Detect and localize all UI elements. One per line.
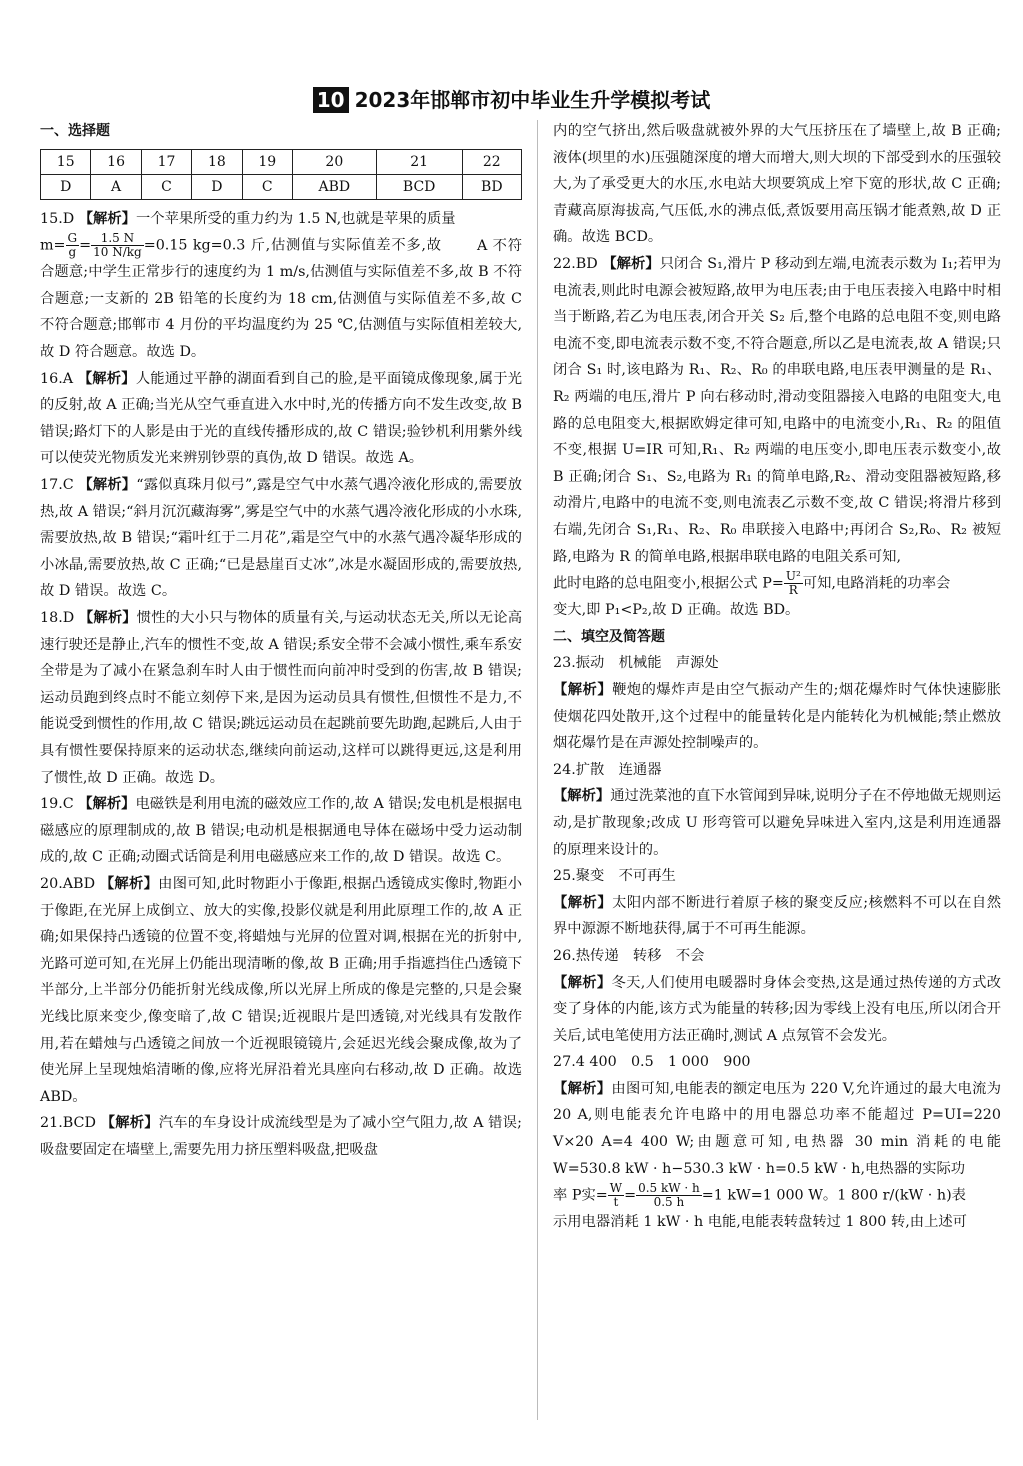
solution-text: “露似真珠月似弓”,露是空气中水蒸气遇冷液化形成的,需要放热,故 A 错误;“斜月沉沉藏海雾”,雾是空气中的水蒸气遇冷液化形成的小水珠,需要放热,故 B 错误;“霜叶红于二月花”,霜是空气中的水蒸气遇冷凝华形成的小冰晶,需要放热,故 C 正确;“已是悬崖百丈冰”,冰是水凝固形成的,需要放热,故 D 错误。故选 C。 xyxy=(40,477,522,600)
fraction-value xyxy=(91,232,144,259)
table-cell: BCD xyxy=(376,174,462,199)
solution-24 xyxy=(553,757,1001,863)
section-heading-fill: 二、填空及简答题 xyxy=(553,628,665,645)
solution-21 xyxy=(40,1110,522,1163)
table-cell: 19 xyxy=(242,149,292,174)
solution-text: 一个苹果所受的重力约为 1.5 N,也就是苹果的质量 xyxy=(135,210,456,227)
table-cell: 15 xyxy=(41,149,91,174)
solution-25 xyxy=(553,863,1001,943)
analysis-tag: 【解析】 xyxy=(553,1080,612,1097)
table-cell: 20 xyxy=(292,149,376,174)
denominator: 10 N/kg xyxy=(93,245,142,260)
table-cell: ABD xyxy=(292,174,376,199)
answer-table-answers-row xyxy=(41,174,522,199)
question-number: 22.BD xyxy=(553,255,598,272)
analysis-tag: 【解析】 xyxy=(99,875,159,892)
numerator: U² xyxy=(785,569,801,584)
solution-18 xyxy=(40,605,522,791)
solution-17 xyxy=(40,472,522,605)
solution-text: 只闭合 S₁,滑片 P 移动到左端,电流表示数为 I₁;若甲为电流表,则此时电源会被短路,故甲为电压表;由于电压表接入电路中时相当于断路,若乙为电压表,闭合开关 S₂ 后,整个电路的总电阻不变,则电路电流不变,即电流表示数不变,不符合题意,所以乙是电流表,故 A 错误;只闭合 S₁ 时,该电路为 R₁、R₂、R₀ 的串联电路,电压表甲测量的是 R₁、R₂ 两端的电压,滑片 P 向右移动时,滑动变阻器接入电路的电阻变大,电路的总电阻变大,根据欧姆定律可知,电路中的电流变小,R₁、R₂ 的阻值不变,根据 U=IR 可知,R₁、R₂ 两端的电压变小,即电压表示数变小,故 B 正确;闭合 S₁、S₂,电路为 R₁ 的简单电路,R₂、滑动变阻器被短路,移动滑片,电路中的电流不变,则电流表乙示数不变,故 C 错误;将滑片移到右端,先闭合 S₁,R₁、R₂、R₀ 串联接入电路中;再闭合 S₂,R₀、R₂ 被短路,电路为 R 的简单电路,根据串联电路的电阻关系可知, xyxy=(553,255,1002,565)
solution-text: 汽车的车身设计成流线型是为了减小空气阻力,故 A 错误;吸盘要固定在墙壁上,需要先用力挤压塑料吸盘,把吸盘 xyxy=(40,1115,522,1158)
solution-20 xyxy=(40,871,522,1110)
exam-title: 2023年邯郸市初中毕业生升学模拟考试 xyxy=(354,88,711,112)
table-cell: D xyxy=(192,174,242,199)
column-divider xyxy=(537,120,538,1420)
solution-text: 由图可知,电能表的额定电压为 220 V,允许通过的最大电流为 20 A,则电能表允许电路中的用电器总功率不能超过 P=UI=220 V×20 A=4 400 W;由题意可知,电热器 30 min 消耗的电能 W=530.8 kW · h−530.3 kW · h=0.5 kW · h,电热器的实际功 xyxy=(553,1080,1002,1177)
solution-text: 通过洗菜池的直下水管闻到异味,说明分子在不停地做无规则运动,是扩散现象;改成 U 形弯管可以避免异味进入室内,这是利用连通器的原理来设计的。 xyxy=(553,788,1002,858)
question-number: 21.BCD xyxy=(40,1115,96,1132)
fraction-g-over-g xyxy=(66,232,80,259)
solution-text: 内的空气挤出,然后吸盘就被外界的大气压挤压在了墙壁上,故 B 正确;液体(坝里的水)压强随深度的增大而增大,则大坝的下部受到水的压强较大,为了承受更大的水压,水电站大坝要筑成上窄下宽的形状,故 C 正确;青藏高原海拔高,气压低,水的沸点低,煮饭要用高压锅才能煮熟,故 D 正确。故选 BCD。 xyxy=(553,123,1001,246)
solution-text: 电磁铁是利用电流的磁效应工作的,故 A 错误;发电机是根据电磁感应的原理制成的,故 B 错误;电动机是根据通电导体在磁场中受力运动制成的,故 C 正确;动圈式话筒是利用电磁感应来工作的,故 D 错误。故选 C。 xyxy=(40,796,522,866)
formula-prefix: 率 P实= xyxy=(553,1187,608,1204)
analysis-tag: 【解析】 xyxy=(78,477,137,494)
answer-line: 27.4 400 0.5 1 000 900 xyxy=(553,1054,751,1071)
analysis-tag: 【解析】 xyxy=(602,255,660,272)
solution-19 xyxy=(40,791,522,871)
table-cell: A xyxy=(91,174,141,199)
left-column xyxy=(40,118,522,1163)
solution-text: 变大,即 P₁<P₂,故 D 正确。故选 BD。 xyxy=(553,602,800,619)
question-number: 19.C xyxy=(40,796,74,813)
table-cell: 16 xyxy=(91,149,141,174)
denominator: R xyxy=(788,583,798,598)
table-cell: 21 xyxy=(376,149,462,174)
numerator: 1.5 N xyxy=(91,232,144,246)
analysis-tag: 【解析】 xyxy=(553,788,611,805)
table-cell: 17 xyxy=(141,149,191,174)
test-number-badge: 10 xyxy=(313,87,349,113)
table-cell: 18 xyxy=(192,149,242,174)
solution-22 xyxy=(553,251,1001,624)
table-cell: D xyxy=(41,174,91,199)
table-cell: C xyxy=(141,174,191,199)
solution-23 xyxy=(553,650,1001,756)
page-title xyxy=(0,84,1023,113)
analysis-tag: 【解析】 xyxy=(553,894,613,911)
answer-line: 25.聚变 不可再生 xyxy=(553,868,676,885)
question-number: 16.A xyxy=(40,370,74,387)
solution-text: A 不符合题意;中学生正常步行的速度约为 1 m/s,估测值与实际值差不多,故 B 不符合题意;一支新的 2B 铅笔的长度约为 18 cm,估测值与实际值差不多,故 C 不符合题意;邯郸市 4 月份的平均温度约为 25 ℃,估测值与实际值相差较大,故 D 符合题意。故选 D。 xyxy=(40,237,523,361)
formula-prefix: 此时电路的总电阻变小,根据公式 P= xyxy=(553,575,784,592)
answer-table-numbers-row xyxy=(41,149,522,174)
section-heading-choice: 一、选择题 xyxy=(40,123,110,139)
solution-text: 由图可知,此时物距小于像距,根据凸透镜成实像时,物距小于像距,在光屏上成倒立、放大的实像,投影仪就是利用此原理工作的,故 A 正确;如果保持凸透镜的位置不变,将蜡烛与光屏的位置对调,根据在光的折射中,光路可逆可知,在光屏上仍能出现清晰的像,故 B 正确;用手指遮挡住凸透镜下半部分,上半部分仍能折射光线成像,所以光屏上所成的像是完整的,只是会聚光线比原来变少,像变暗了,故 C 错误;近视眼片是凹透镜,对光线具有发散作用,若在蜡烛与凸透镜之间放一个近视眼镜镜片,会延迟光线会聚成像,故为了使光屏上呈现烛焰清晰的像,应将光屏沿着光具座向右移动,故 D 正确。故选 ABD。 xyxy=(40,875,522,1105)
numerator: G xyxy=(67,231,78,246)
solution-16 xyxy=(40,366,522,472)
solution-26 xyxy=(553,943,1001,1049)
denominator: t xyxy=(613,1195,619,1210)
fraction-value xyxy=(636,1182,702,1209)
numerator: W xyxy=(609,1181,623,1196)
numerator: 0.5 kW · h xyxy=(638,1181,700,1196)
formula-suffix: =1 kW=1 000 W。1 800 r/(kW · h)表 xyxy=(701,1187,966,1204)
answer-line: 26.热传递 转移 不会 xyxy=(553,947,705,964)
table-cell: 22 xyxy=(462,149,521,174)
formula-suffix: =0.15 kg=0.3 斤,估测值与实际值差不多,故 xyxy=(143,237,442,254)
formula-prefix: m= xyxy=(40,237,66,254)
question-number: 15.D xyxy=(40,210,75,227)
fraction-u2-over-r xyxy=(784,570,803,597)
solution-21-continued xyxy=(553,118,1001,251)
right-column xyxy=(553,118,1001,1236)
formula-suffix: 可知,电路消耗的功率会 xyxy=(802,575,951,592)
analysis-tag: 【解析】 xyxy=(553,681,613,698)
question-number: 18.D xyxy=(40,610,75,626)
analysis-tag: 【解析】 xyxy=(553,974,612,991)
analysis-tag: 【解析】 xyxy=(78,796,136,813)
solution-text: 惯性的大小只与物体的质量有关,与运动状态无关,所以无论高速行驶还是静止,汽车的惯性不变,故 A 错误;系安全带不会减小惯性,乘车系安全带是为了减小在紧急刹车时人由于惯性而向前冲时受到的伤害,故 B 错误;运动员跑到终点时不能立刻停下来,是因为运动员具有惯性,但惯性不是力,不能说受到惯性的作用,故 C 错误;跳远运动员在起跳前要先助跑,起跳后,人由于具有惯性要保持原来的运动状态,继续向前运动,这样可以跳得更远,这是利用了惯性,故 D 正确。故选 D。 xyxy=(40,610,523,786)
solution-text: 人能通过平静的湖面看到自己的脸,是平面镜成像现象,属于光的反射,故 A 正确;当光从空气垂直进入水中时,光的传播方向不发生改变,故 B 错误;路灯下的人影是由于光的直线传播形成的,故 C 错误;验钞机利用紫外线可以使荧光物质发光来辨别钞票的真伪,故 D 错误。故选 A。 xyxy=(40,370,523,467)
denominator: 0.5 h xyxy=(653,1195,685,1210)
solution-text: 鞭炮的爆炸声是由空气振动产生的;烟花爆炸时气体快速膨胀使烟花四处散开,这个过程中的能量转化是内能转化为机械能;禁止燃放烟花爆竹是在声源处控制噪声的。 xyxy=(553,681,1001,752)
analysis-tag: 【解析】 xyxy=(78,610,137,626)
answer-line: 24.扩散 连通器 xyxy=(553,761,662,778)
solution-text: 太阳内部不断进行着原子核的聚变反应;核燃料不可以在自然界中源源不断地获得,属于不可再生能源。 xyxy=(553,894,1001,938)
solution-15: 15.D 【解析】一个苹果所受的重力约为 1.5 N,也就是苹果的质量 m= $\frac{G}{g}$ = $\frac{1.5 N}{10 N/kg}$ =0.15 kg=0.3 斤,估测值与实际值差不多,故 A 不符合题意;中学生正常步行的速度约为 1 m/s,估测值与实际值差不多,故 B 不符合题意;一支新的 2B 铅笔的长度约为 18 cm,估测值与实际值差不多,故 C 不符合题意;邯郸市 4 月份的平均温度约为 25 ℃,估测值与实际值相差较大,故 D 符合题意。故选 D。 xyxy=(40,210,523,361)
solution-text: 示用电器消耗 1 kW · h 电能,电能表转盘转过 1 800 转,由上述可 xyxy=(553,1214,967,1231)
denominator: g xyxy=(68,245,77,260)
analysis-tag: 【解析】 xyxy=(100,1115,159,1132)
solution-text: 冬天,人们使用电暖器时身体会变热,这是通过热传递的方式改变了身体的内能,该方式为能量的转移;因为零线上没有电压,所以闭合开关后,试电笔使用方法正确时,测试 A 点氖管不会发光。 xyxy=(553,974,1001,1044)
fraction-w-over-t xyxy=(608,1182,624,1209)
question-number: 20.ABD xyxy=(40,875,96,892)
question-number: 17.C xyxy=(40,477,74,494)
solution-27: 27.4 400 0.5 1 000 900 【解析】由图可知,电能表的额定电压为 220 V,允许通过的最大电流为 20 A,则电能表允许电路中的用电器总功率不能超过 P=UI=220 V×20 A=4 400 W;由题意可知,电热器 30 min 消耗的电能 W=530.8 kW · h−530.3 kW · h=0.5 kW · h,电热器的实际功 率 P实= $\frac{W}{t}$ = $\frac{0.5 kW \cdot h}{0.5 h}$ =1 kW=1 000 W。1 800 r/(kW · h)表 示用电器消耗 1 kW · h 电能,电能表转盘转过 1 800 转,由上述可 xyxy=(553,1054,1002,1231)
table-cell: BD xyxy=(462,174,521,199)
answer-line: 23.振动 机械能 声源处 xyxy=(553,655,719,672)
table-cell: C xyxy=(242,174,292,199)
answer-table xyxy=(40,149,522,200)
analysis-tag: 【解析】 xyxy=(77,370,136,387)
analysis-tag: 【解析】 xyxy=(78,210,136,227)
